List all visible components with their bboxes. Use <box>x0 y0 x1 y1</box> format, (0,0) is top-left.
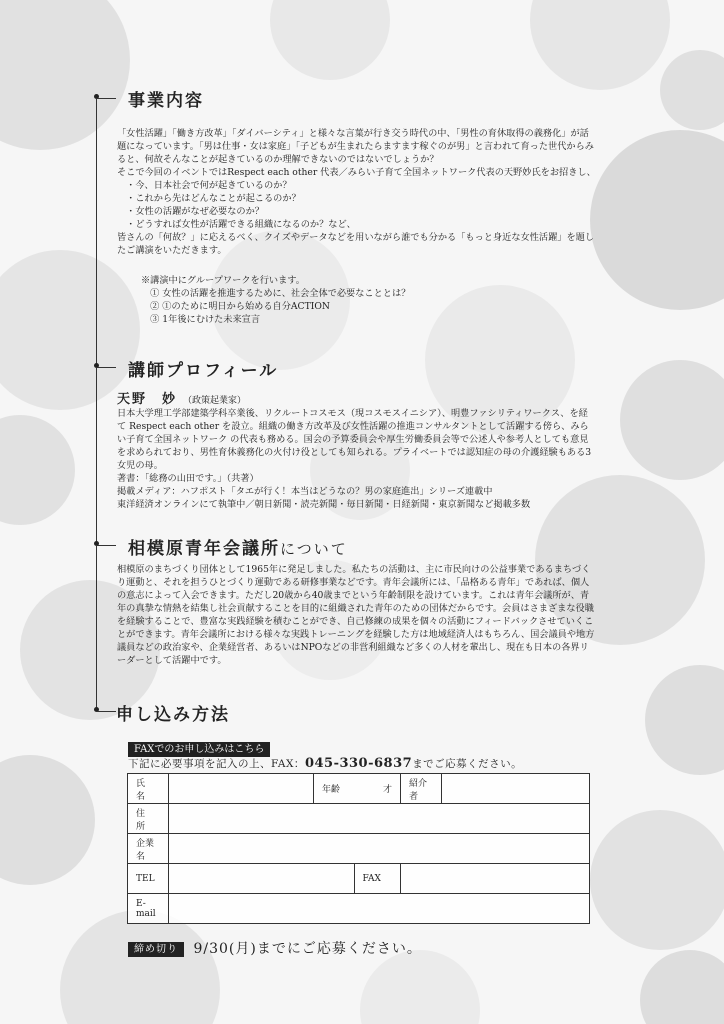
section-heading-main: 相模原青年会議所 <box>128 539 280 559</box>
section-heading: 事業内容 <box>128 91 204 111</box>
timeline-connector <box>96 545 116 546</box>
application-form <box>127 773 590 924</box>
age-label: 年齢 <box>314 774 355 804</box>
name-field[interactable] <box>169 774 314 804</box>
fax-field[interactable] <box>401 864 590 894</box>
age-field[interactable] <box>354 774 401 804</box>
deadline-tag: 締め切り <box>128 942 184 957</box>
address-field[interactable] <box>169 804 590 834</box>
fax-tag-label: FAXでのお申し込みはこちら <box>128 742 270 757</box>
referrer-label: 紹介者 <box>401 774 442 804</box>
business-description: 「女性活躍」「働き方改革」「ダイバーシティ」と様々な言葉が行き交う時代の中、「男性の育休取得の義務化」が話題になっています。「男は仕事・女は家庭」「子どもが生まれたらますます稼ぐのが男」と言われて育った世代からみると、何故そんなことが起きているのか理解できないのではないでしょうか？ そこで今回のイベントではRespect each other 代表／みらい子育て全国ネットワーク代表の天野妙氏をお招きし、 ・今、日本社会で何が起きているのか？ ・これから先はどんなことが起こるのか？ ・女性の活躍がなぜ必要なのか？ ・どうすれば女性が活躍できる組織になるのか？など、 皆さんの「何故？」に応えるべく、クイズやデータなどを用いながら誰でも分かる「もっと身近な女性活躍」を題したご講演をいただきます。 <box>117 128 596 256</box>
timeline-connector <box>96 367 116 368</box>
fax-label: FAX <box>354 864 401 894</box>
section-body <box>117 114 597 339</box>
deadline-text: 9/30(月)までにご応募ください。 <box>193 941 422 957</box>
referrer-field[interactable] <box>442 774 590 804</box>
timeline-connector <box>96 98 116 99</box>
instruction-suffix: までご応募ください。 <box>412 758 523 770</box>
section-heading-suffix: について <box>280 540 348 558</box>
instruction-prefix: 下記に必要事項を記入の上、FAX： <box>128 758 305 770</box>
speaker-name-text: 天野 妙 <box>117 392 178 407</box>
about-description: 相模原のまちづくり団体として1965年に発足しました。私たちの活動は、主に市民向けの公益事業であるまちづくり運動と、それを担うひとづくり運動である研修事業などです。青年会議所には、「品格ある青年」であれば、個人の意志によって入会できます。ただし20歳から40歳までという年齢制限を設けています。これは青年会議所が、青年の真摯な情熱を結集し社会貢献することを目的に組織された青年のための団体だからです。会員はさまざまな役職を経験することで、豊富な実践経験を積むことができ、自己修練の成果を個々の活動にフィードバックさせていくことができます。青年会議所における様々な実践トレーニングを経験した方は地域経済人はもちろん、国会議員や地方議員などの政治家や、企業経営者、あるいはNPOなどの非営利組織など多くの人材を輩出し、現在も日本の各界リーダーとして活躍中です。 <box>117 564 595 666</box>
address-label: 住 所 <box>128 804 169 834</box>
age-unit: 才 <box>382 785 392 795</box>
fax-tag <box>128 737 270 757</box>
application-instruction <box>128 756 522 771</box>
speaker-name <box>117 388 246 407</box>
speaker-title: （政策起業家） <box>183 396 247 406</box>
tel-label: TEL <box>128 864 169 894</box>
tel-field[interactable] <box>169 864 355 894</box>
company-field[interactable] <box>169 834 590 864</box>
fax-number: 045-330-6837 <box>304 756 413 771</box>
name-label: 氏 名 <box>128 774 169 804</box>
section-heading: 講師プロフィール <box>128 361 279 381</box>
workshop-note: ※講演中にグループワークを行います。 ① 女性の活躍を推進するために、社会全体で必要なこととは？ ② ①のために明日から始める自分ACTION ③ 1年後にむけた未来宣言 <box>141 275 411 325</box>
timeline-line <box>96 98 97 711</box>
company-label: 企業名 <box>128 834 169 864</box>
speaker-profile: 日本大学理工学部建築学科卒業後、リクルートコスモス（現コスモスイニシア）、明豊ファシリティワークス、を経て Respect each other を設立。組織の働き方改革及び女性活躍の推進コンサルタントとして活躍する傍ら、みらい子育て全国ネットワーク の代表も務める。国会の予算委員会や厚生労働委員会等で公述人や参考人としても意見を求められており、男性育休義務化の火付け役としても知られる。プライベートでは認知症の母の介護経験もある3女児の母。 著書：「総務の山田です。」（共著） 掲載メディア：ハフポスト「タエが行く！本当はどうなの？男の家庭進出」シリーズ連載中 東洋経済オンラインにて執筆中／朝日新聞・読売新聞・毎日新聞・日経新聞・東京新聞など掲載多数 <box>117 408 592 510</box>
section-heading: 申し込み方法 <box>116 705 230 725</box>
deadline <box>128 938 422 958</box>
section-heading <box>128 534 348 559</box>
email-label: E-mail <box>128 894 169 924</box>
email-field[interactable] <box>169 894 590 924</box>
timeline-connector <box>96 711 116 712</box>
